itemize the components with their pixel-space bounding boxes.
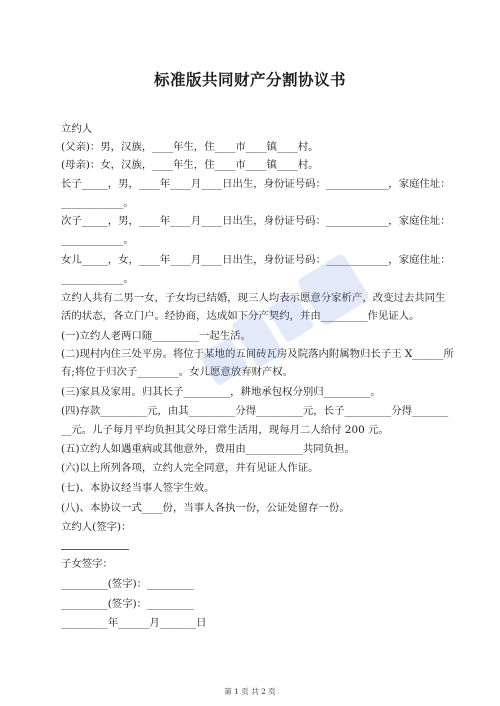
signature-row: _________(签字)：_________ xyxy=(61,578,194,590)
text-line: (二)现村内住三处平房。将位于某地的五间砖瓦房及院落内附属物归长子王 X______所 xyxy=(61,348,454,360)
text-line: 立约人共有二男一女，子女均已结婚，现三人均表示愿意分家析产，改变过去共同生 xyxy=(61,292,446,304)
text-line: (三)家具及家用。归其长子_________，耕地承包权分别归_________。 xyxy=(61,386,381,398)
text-line: ____________。 xyxy=(61,197,134,209)
text-line: 有;将位于归次子________。女儿愿意放弃财产权。 xyxy=(61,366,294,378)
text-line: __元。儿子每月平均负担其父母日常生活用，现每月二人给付 200 元。 xyxy=(61,424,389,436)
text-line: ____________。 xyxy=(61,234,134,246)
text-line: 女儿_____，女，____年____月____日出生，身份证号码：____________，家庭住址： xyxy=(61,254,451,266)
text-line: (母亲)：女，汉族，____年生，住____市____镇____村。 xyxy=(61,159,319,171)
children-signature-label: 子女签字： xyxy=(61,558,113,570)
text-line: ____________。 xyxy=(61,273,134,285)
text-line: (父亲)：男，汉族，____年生，住____市____镇____村。 xyxy=(61,141,319,153)
signature-row: _________(签字)：_________ xyxy=(61,598,194,610)
text-line: (六)以上所列各项，立约人完全同意，并有见证人作证。 xyxy=(61,462,319,474)
date-line: _________年______月_______日 xyxy=(61,617,207,629)
text-line: 活的状态，各立门户。经协商，达成如下分产契约，并由_________作见证人。 xyxy=(61,310,420,322)
text-line: (八)、本协议一式____份，当事人各执一份，公证处留存一份。 xyxy=(61,502,350,514)
text-line: (五)立约人如遇重病或其他意外，费用由___________共同负担。 xyxy=(61,443,355,455)
text-line: 长子_____，男，____年____月____日出生，身份证号码：____________，家庭住址： xyxy=(61,178,451,190)
signature-line xyxy=(61,549,129,550)
text-line: (四)存款_________元，由其_________分得_________元，长子_________分得_______ xyxy=(61,405,449,417)
text-line: 立约人 xyxy=(61,123,93,135)
document-title: 标准版共同财产分割协议书 xyxy=(153,71,346,89)
signature-label: 立约人(签字)： xyxy=(61,521,132,533)
text-line: (七)、本协议经当事人签字生效。 xyxy=(61,482,215,494)
text-line: (一)立约人老两口随_________一起生活。 xyxy=(61,330,251,342)
page-number: 第 1 页 共 2 页 xyxy=(224,687,276,696)
text-line: 次子_____，男，____年____月____日出生，身份证号码：____________，家庭住址： xyxy=(61,215,451,227)
